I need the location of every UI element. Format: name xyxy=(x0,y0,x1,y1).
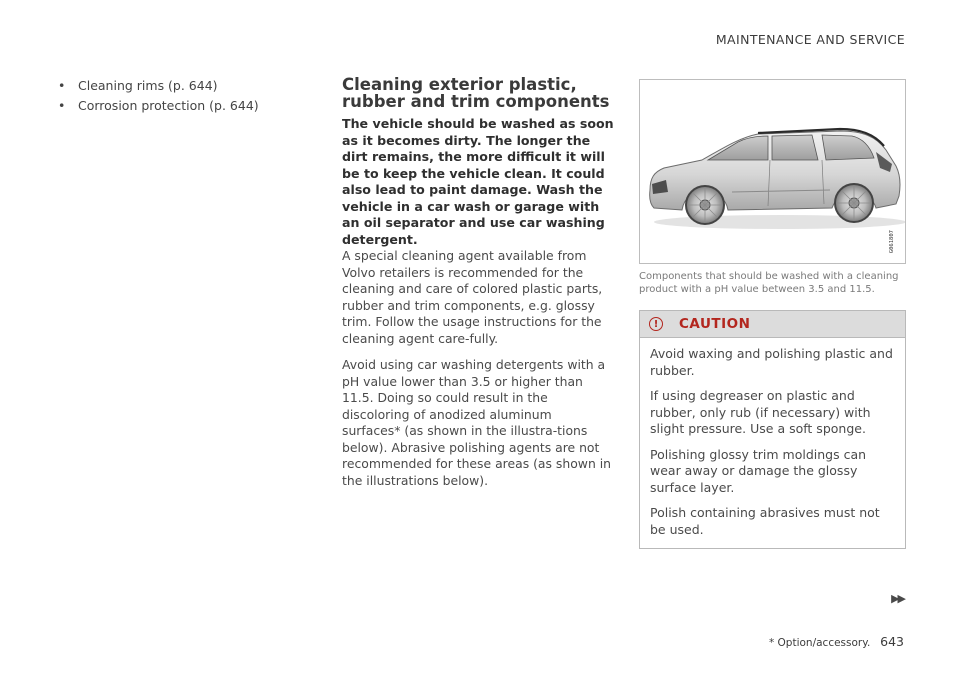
car-drawing xyxy=(640,80,905,263)
page-number: 643 xyxy=(880,634,904,649)
body-paragraph: A special cleaning agent available from Volvo retailers is recommended for the cleaning and care of colored plastic parts, rubber and trim components, e.g. glossy trim. Follow the usage instructions for the cleaning agent care-fully. xyxy=(342,248,603,346)
caution-body xyxy=(640,338,905,548)
option-footnote: * Option/accessory. xyxy=(768,637,871,649)
caution-box xyxy=(639,310,906,549)
caution-title: CAUTION xyxy=(679,316,751,332)
figure-column xyxy=(639,79,906,549)
link-cleaning-rims[interactable]: Cleaning rims (p. 644) xyxy=(78,78,218,93)
next-page-arrows-icon[interactable]: ▶▶ xyxy=(891,592,904,605)
related-links-column xyxy=(58,76,318,116)
caution-paragraph: If using degreaser on plastic and rubber, only rub (if necessary) with slight pressure. Use a soft sponge. xyxy=(650,388,871,436)
link-corrosion-protection[interactable]: Corrosion protection (p. 644) xyxy=(78,98,259,113)
bullet-marker: • xyxy=(58,98,66,113)
bullet-marker: • xyxy=(58,78,66,93)
figure-caption: Components that should be washed with a cleaning product with a pH value between 3.5 and 11.5. xyxy=(639,271,899,295)
page-title: Cleaning exterior plastic, rubber and trim components xyxy=(342,75,610,111)
caution-paragraph: Avoid waxing and polishing plastic and rubber. xyxy=(650,346,893,378)
car-illustration xyxy=(639,79,906,264)
caution-header xyxy=(640,311,905,338)
list-item[interactable] xyxy=(58,76,318,96)
section-header: MAINTENANCE AND SERVICE xyxy=(715,32,905,47)
page-footer xyxy=(769,634,904,649)
main-text-column xyxy=(342,76,614,499)
caution-paragraph: Polish containing abrasives must not be used. xyxy=(650,505,880,537)
body-paragraph: Avoid using car washing detergents with a pH value lower than 3.5 or higher than 11.5. Doing so could result in the discoloring of anodized aluminum surfaces* (as shown in the illustra-tions below). Abrasive polishing agents are not recommended for these areas (as shown in the illustrations below). xyxy=(342,357,612,488)
figure-code: G061807 xyxy=(889,229,895,253)
windows xyxy=(708,135,874,160)
list-item[interactable] xyxy=(58,96,318,116)
lead-paragraph: The vehicle should be washed as soon as it becomes dirty. The longer the dirt remains, the more difficult it will be to keep the vehicle clean. It could also lead to paint damage. Wash the vehicle in a car wash or garage with an oil separator and use car washing detergent. xyxy=(342,116,614,247)
warning-icon: ! xyxy=(649,317,663,331)
caution-paragraph: Polishing glossy trim moldings can wear away or damage the glossy surface layer. xyxy=(650,446,867,495)
